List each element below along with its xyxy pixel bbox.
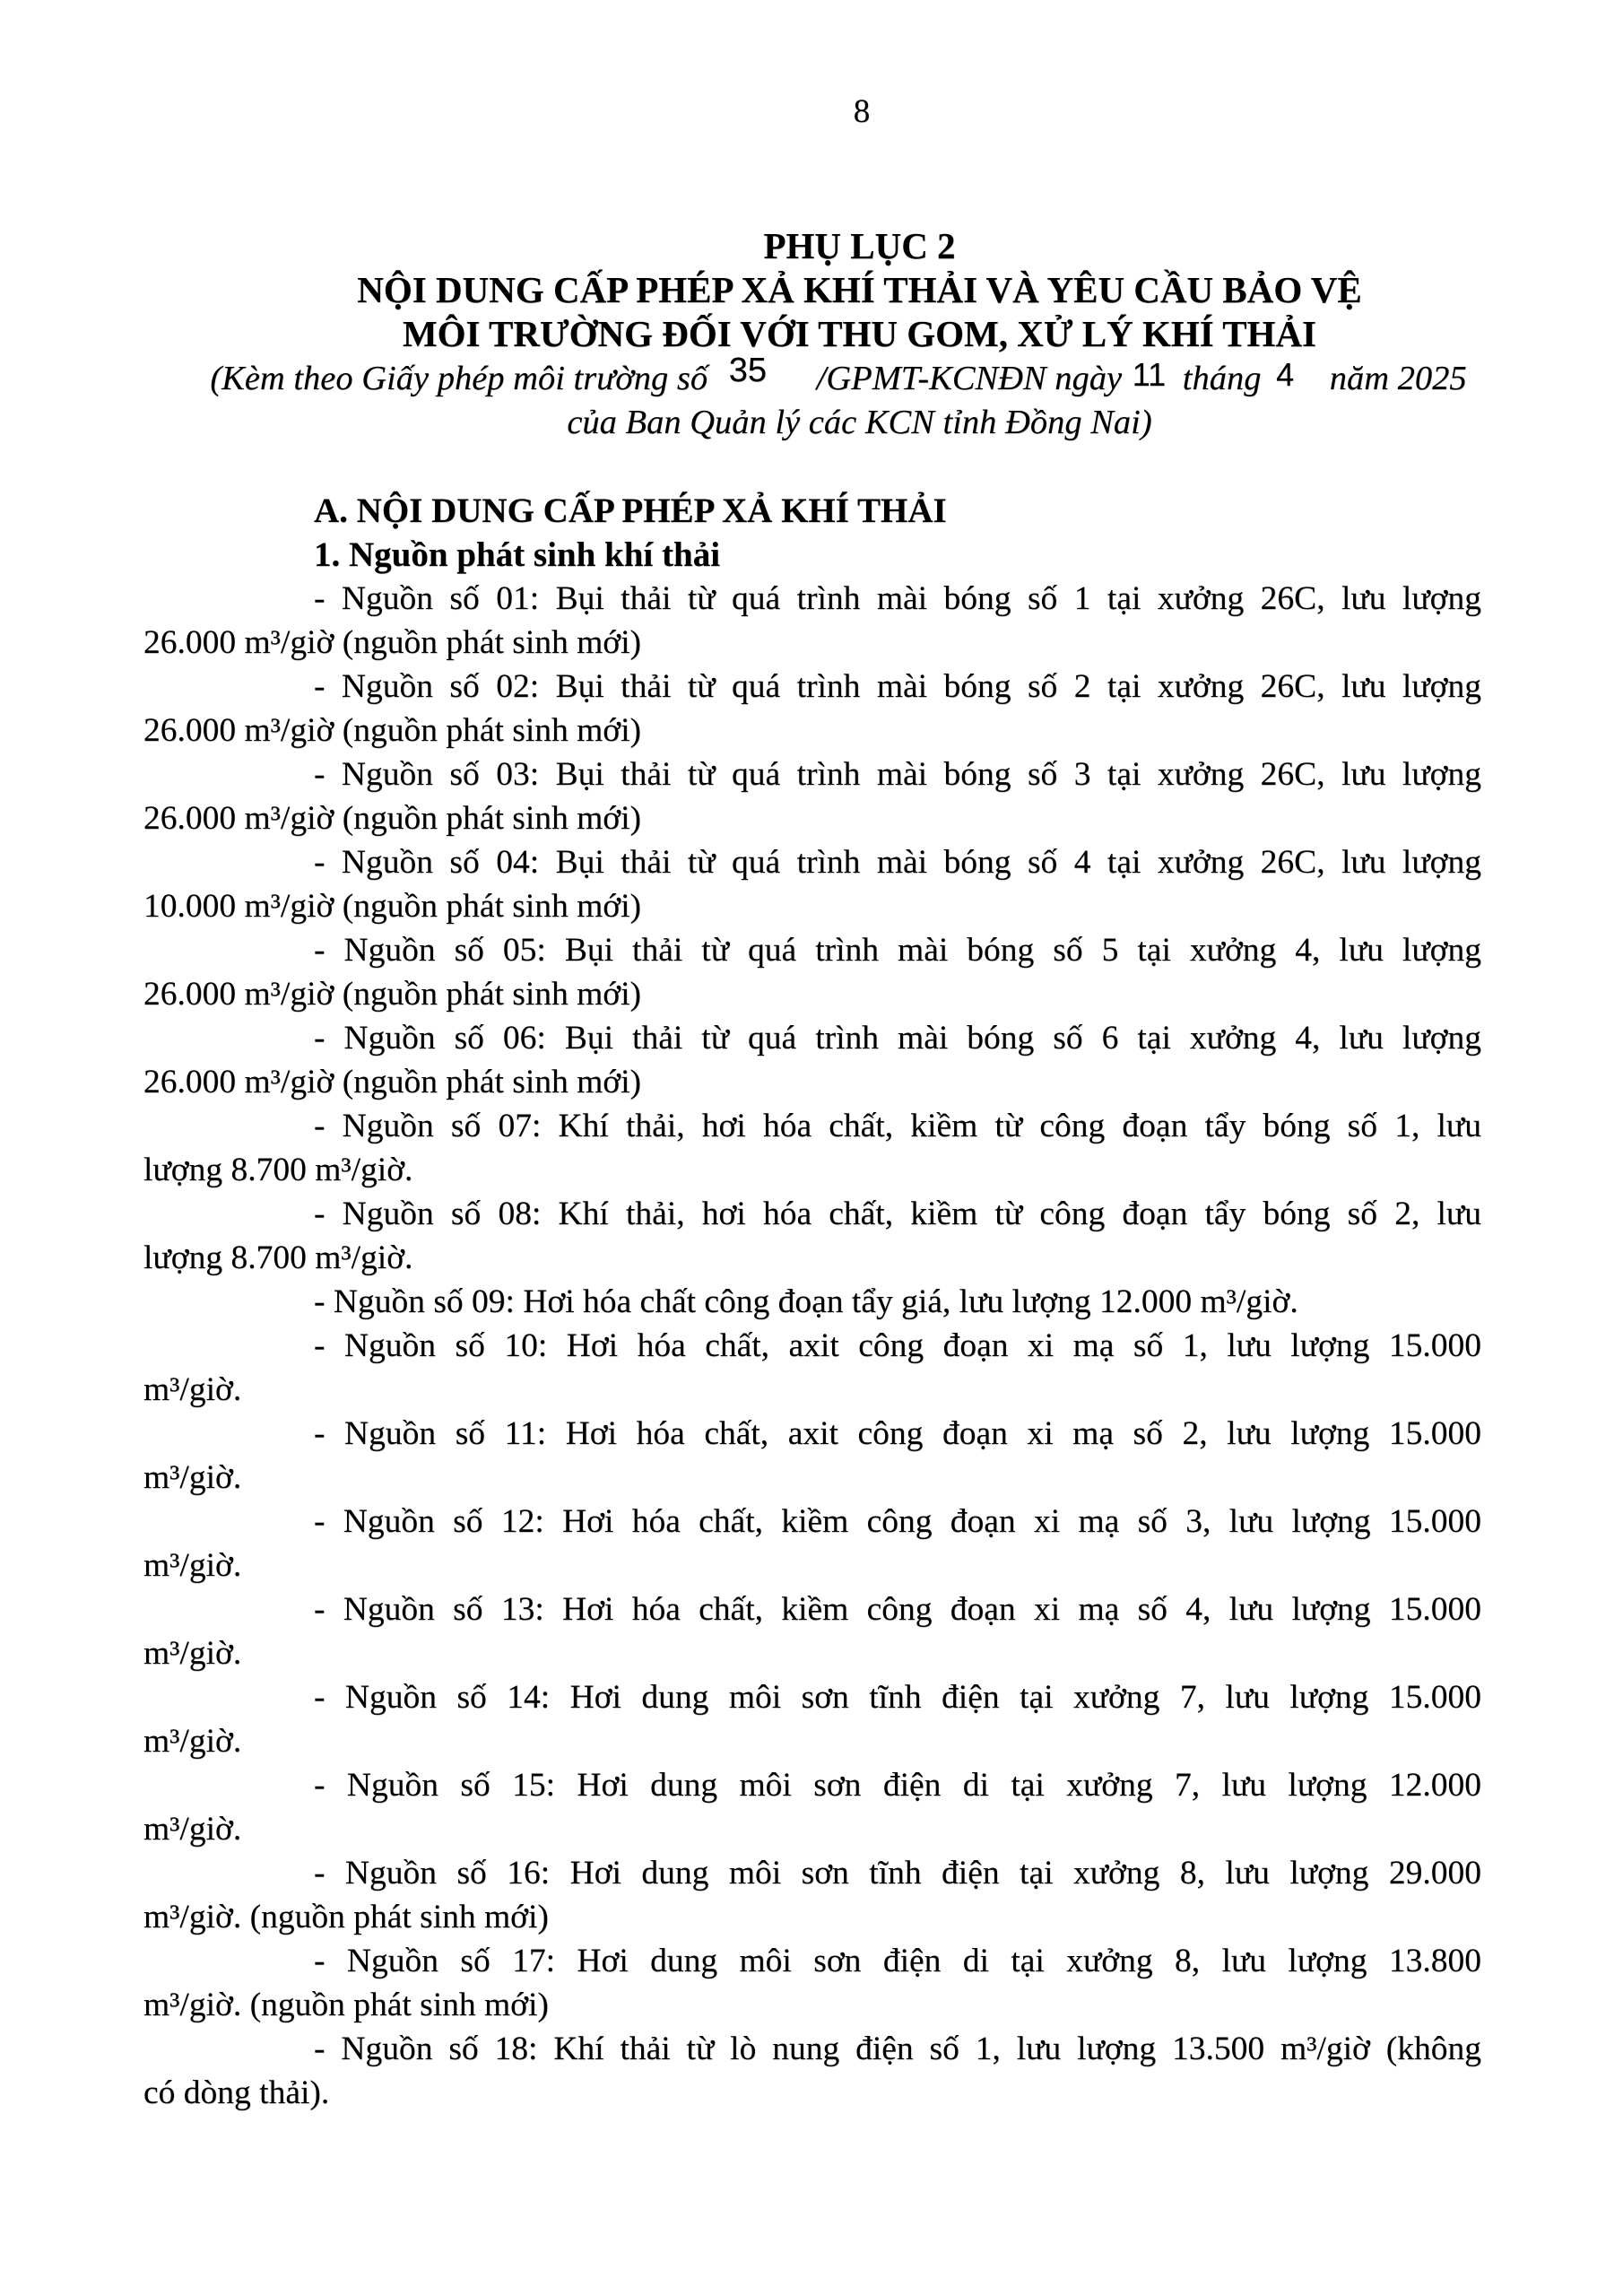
source-line: - Nguồn số 16: Hơi dung môi sơn tĩnh điện tại xưởng 8, lưu lượng 29.000	[314, 1855, 1481, 1892]
document-title-line-1: NỘI DUNG CẤP PHÉP XẢ KHÍ THẢI VÀ YÊU CẦU BẢO VỆ	[357, 269, 1362, 310]
document-title-line-2: MÔI TRƯỜNG ĐỐI VỚI THU GOM, XỬ LÝ KHÍ THẢI	[402, 313, 1317, 354]
source-line: - Nguồn số 14: Hơi dung môi sơn tĩnh điện tại xưởng 7, lưu lượng 15.000	[314, 1679, 1481, 1716]
source-line: - Nguồn số 09: Hơi hóa chất công đoạn tẩy giá, lưu lượng 12.000 m³/giờ.	[314, 1283, 1298, 1320]
source-line: m³/giờ.	[143, 1459, 242, 1496]
source-line: - Nguồn số 18: Khí thải từ lò nung điện số 1, lưu lượng 13.500 m³/giờ (không	[314, 2031, 1481, 2067]
section-a-heading: A. NỘI DUNG CẤP PHÉP XẢ KHÍ THẢI	[314, 491, 947, 530]
appendix-title: PHỤ LỤC 2	[763, 225, 956, 266]
source-line: m³/giờ.	[143, 1635, 242, 1672]
subtitle-line-1	[143, 352, 1481, 401]
source-line: - Nguồn số 17: Hơi dung môi sơn điện di tại xưởng 8, lưu lượng 13.800	[314, 1943, 1481, 1979]
source-line: m³/giờ. (nguồn phát sinh mới)	[143, 1987, 549, 2023]
source-line: - Nguồn số 12: Hơi hóa chất, kiềm công đoạn xi mạ số 3, lưu lượng 15.000	[314, 1503, 1481, 1540]
source-line: - Nguồn số 02: Bụi thải từ quá trình mài bóng số 2 tại xưởng 26C, lưu lượng	[314, 668, 1481, 705]
source-line: - Nguồn số 07: Khí thải, hơi hóa chất, kiềm từ công đoạn tẩy bóng số 1, lưu	[314, 1108, 1481, 1144]
subtitle-text-3: tháng	[1182, 360, 1262, 397]
source-line: - Nguồn số 08: Khí thải, hơi hóa chất, kiềm từ công đoạn tẩy bóng số 2, lưu	[314, 1196, 1481, 1232]
source-line: - Nguồn số 10: Hơi hóa chất, axit công đoạn xi mạ số 1, lưu lượng 15.000	[314, 1327, 1481, 1364]
source-line: m³/giờ.	[143, 1811, 242, 1848]
source-line: 26.000 m³/giờ (nguồn phát sinh mới)	[143, 712, 642, 749]
source-line: có dòng thải).	[143, 2074, 330, 2111]
source-line: m³/giờ.	[143, 1547, 242, 1584]
emission-source-list	[143, 577, 1481, 2115]
source-line: - Nguồn số 13: Hơi hóa chất, kiềm công đoạn xi mạ số 4, lưu lượng 15.000	[314, 1591, 1481, 1628]
source-line: 26.000 m³/giờ (nguồn phát sinh mới)	[143, 624, 642, 661]
source-line: 26.000 m³/giờ (nguồn phát sinh mới)	[143, 1064, 642, 1100]
source-line: 10.000 m³/giờ (nguồn phát sinh mới)	[143, 888, 642, 925]
source-line: m³/giờ.	[143, 1723, 242, 1760]
source-line: - Nguồn số 04: Bụi thải từ quá trình mài bóng số 4 tại xưởng 26C, lưu lượng	[314, 844, 1481, 881]
source-line: - Nguồn số 03: Bụi thải từ quá trình mài bóng số 3 tại xưởng 26C, lưu lượng	[314, 756, 1481, 793]
source-line: 26.000 m³/giờ (nguồn phát sinh mới)	[143, 800, 642, 837]
permit-month: 4	[1276, 356, 1295, 393]
source-line: - Nguồn số 05: Bụi thải từ quá trình mài bóng số 5 tại xưởng 4, lưu lượng	[314, 932, 1481, 969]
title-block	[143, 224, 1481, 445]
permit-number: 35	[728, 352, 768, 389]
blank-line	[143, 445, 1481, 489]
source-line: - Nguồn số 11: Hơi hóa chất, axit công đoạn xi mạ số 2, lưu lượng 15.000	[314, 1415, 1481, 1452]
source-line: - Nguồn số 06: Bụi thải từ quá trình mài bóng số 6 tại xưởng 4, lưu lượng	[314, 1020, 1481, 1057]
source-line: 26.000 m³/giờ (nguồn phát sinh mới)	[143, 976, 642, 1013]
source-line: - Nguồn số 15: Hơi dung môi sơn điện di tại xưởng 7, lưu lượng 12.000	[314, 1767, 1481, 1804]
source-line: lượng 8.700 m³/giờ.	[143, 1239, 413, 1276]
page-number: 8	[853, 93, 871, 130]
subtitle-text-2: /GPMT-KCNĐN ngày	[816, 360, 1123, 397]
source-line: m³/giờ. (nguồn phát sinh mới)	[143, 1899, 549, 1935]
permit-day: 11	[1132, 356, 1167, 393]
subtitle-text-1: (Kèm theo Giấy phép môi trường số	[210, 360, 708, 397]
source-line: - Nguồn số 01: Bụi thải từ quá trình mài bóng số 1 tại xưởng 26C, lưu lượng	[314, 580, 1481, 617]
source-line: lượng 8.700 m³/giờ.	[143, 1152, 413, 1188]
subtitle-line-2: của Ban Quản lý các KCN tỉnh Đồng Nai)	[567, 404, 1152, 441]
page-content	[143, 224, 1481, 2115]
source-line: m³/giờ.	[143, 1371, 242, 1408]
subtitle-text-4: năm 2025	[1329, 360, 1467, 397]
section-1-heading: 1. Nguồn phát sinh khí thải	[314, 535, 721, 574]
